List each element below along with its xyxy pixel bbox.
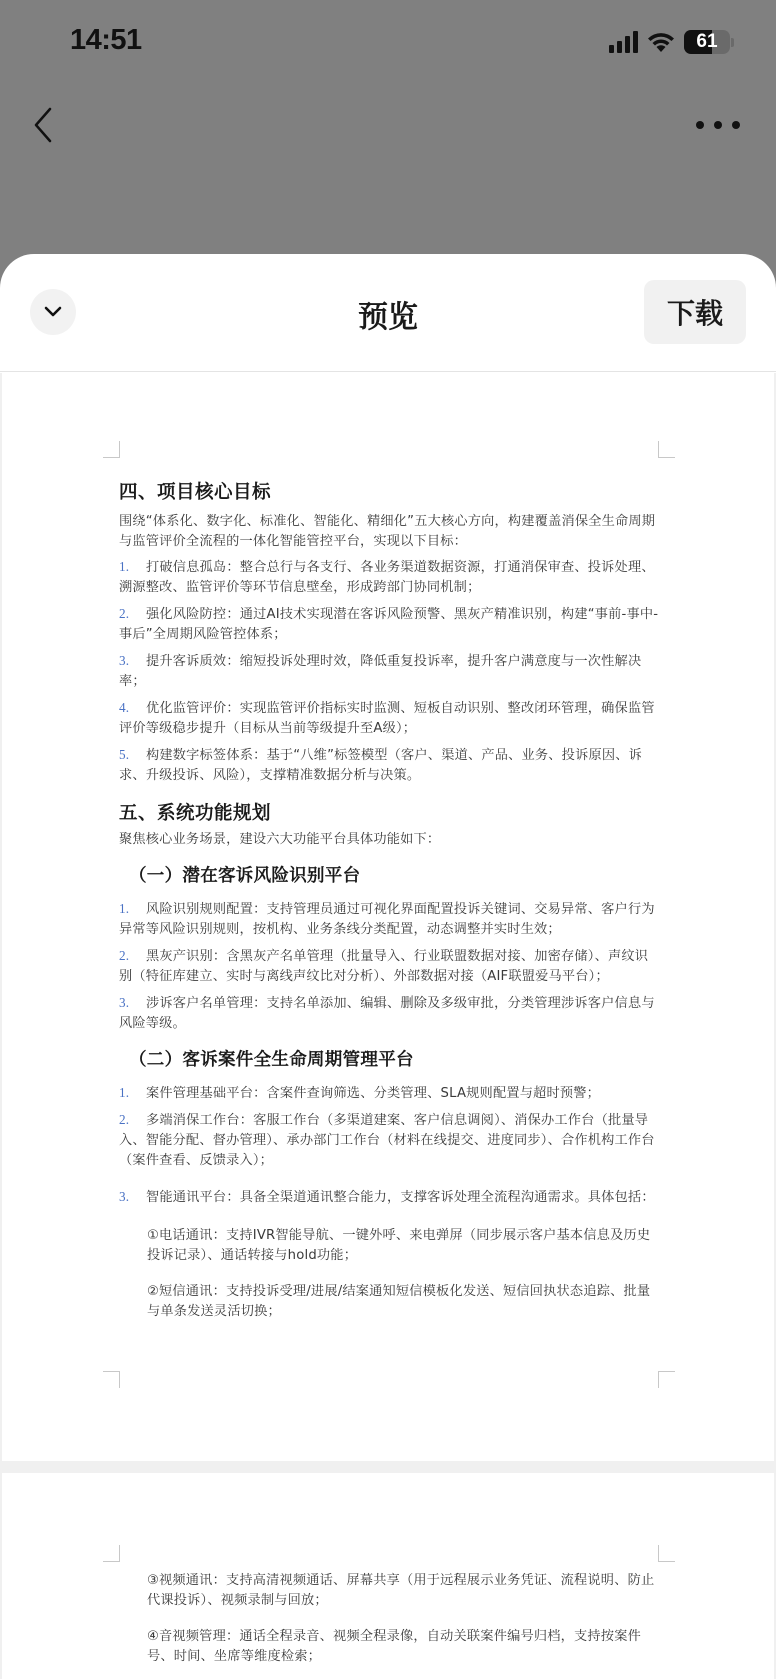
- list-item: 2. 强化风险防控：通过AI技术实现潜在客诉风险预警、黑灰产精准识别，构建“事前-事中-事后”全周期风险管控体系；: [119, 606, 659, 642]
- sub-item: ②短信通讯：支持投诉受理/进展/结案通知短信模板化发送、短信回执状态追踪、批量与单条发送灵活切换；: [147, 1284, 651, 1319]
- download-button[interactable]: 下载: [644, 280, 746, 344]
- document-content: [119, 1571, 659, 1667]
- sub-item: ③视频通讯：支持高清视频通话、屏幕共享（用于远程展示业务凭证、流程说明、防止代课投诉）、视频录制与回放；: [147, 1573, 655, 1608]
- list-item: 3. 涉诉客户名单管理：支持名单添加、编辑、删除及多级审批，分类管理涉诉客户信息与风险等级。: [119, 995, 655, 1031]
- paragraph: 聚焦核心业务场景，建设六大功能平台具体功能如下：: [119, 832, 441, 847]
- page-corner-mark: [658, 1371, 675, 1388]
- status-icons: [609, 30, 734, 54]
- preview-sheet: [0, 254, 776, 1679]
- page-corner-mark: [103, 1371, 120, 1388]
- list-item: 2. 黑灰产识别：含黑灰产名单管理（批量导入、行业联盟数据对接、加密存储）、声纹识别（特征库建立、实时与离线声纹比对分析）、外部数据对接（AIF联盟爱马平台）；: [119, 948, 649, 984]
- list-item: 1. 风险识别规则配置：支持管理员通过可视化界面配置投诉关键词、交易异常、客户行为异常等风险识别规则，按机构、业务条线分类配置，动态调整并实时生效；: [119, 901, 655, 937]
- ellipsis-icon: [696, 121, 704, 129]
- page-corner-mark: [658, 441, 675, 458]
- list-item: 4. 优化监管评价：实现监管评价指标实时监测、短板自动识别、整改闭环管理，确保监管评价等级稳步提升（目标从当前等级提升至A级）；: [119, 700, 655, 736]
- subsection-heading: （一）潜在客诉风险识别平台: [129, 866, 361, 886]
- sub-item: ④音视频管理：通话全程录音、视频全程录像，自动关联案件编号归档，支持按案件号、时间、坐席等维度检索；: [147, 1629, 641, 1664]
- page-corner-mark: [658, 1545, 675, 1562]
- page-corner-mark: [103, 1545, 120, 1562]
- sheet-header: [0, 254, 776, 372]
- section-heading: 五、系统功能规划: [119, 803, 272, 824]
- battery-level: 61: [696, 31, 718, 52]
- list-item: 3. 智能通讯平台：具备全渠道通讯整合能力，支撑客诉处理全流程沟通需求。具体包括：: [119, 1189, 655, 1205]
- status-time: 14:51: [70, 24, 142, 56]
- subsection-heading: （二）客诉案件全生命周期管理平台: [129, 1050, 414, 1070]
- document-page: [2, 1473, 774, 1679]
- nav-bar: [0, 95, 776, 155]
- chevron-left-icon: [28, 101, 64, 149]
- page-corner-mark: [103, 441, 120, 458]
- status-bar: [0, 0, 776, 90]
- section-heading: 四、项目核心目标: [119, 482, 272, 503]
- battery-icon: [684, 30, 730, 54]
- battery-cap: [731, 38, 734, 47]
- sub-item: ①电话通讯：支持IVR智能导航、一键外呼、来电弹屏（同步展示客户基本信息及历史投诉记录）、通话转接与hold功能；: [147, 1228, 651, 1263]
- list-item: 1. 打破信息孤岛：整合总行与各支行、各业务渠道数据资源，打通消保审查、投诉处理、溯源整改、监管评价等环节信息壁垒，形成跨部门协同机制；: [119, 559, 655, 595]
- list-item: 1. 案件管理基础平台：含案件查询筛选、分类管理、SLA规则配置与超时预警；: [119, 1085, 601, 1101]
- document-page: [2, 373, 774, 1461]
- list-item: 2. 多端消保工作台：客服工作台（多渠道建案、客户信息调阅）、消保办工作台（批量导入、智能分配、督办管理）、承办部门工作台（材料在线提交、进度同步）、合作机构工作台（案件查看、反馈录入）；: [119, 1112, 655, 1168]
- document-viewer[interactable]: [0, 373, 776, 1679]
- paragraph: 围绕“体系化、数字化、标准化、智能化、精细化”五大核心方向，构建覆盖消保全生命周期与监管评价全流程的一体化智能管控平台，实现以下目标：: [119, 514, 656, 549]
- more-options-button[interactable]: [696, 113, 740, 137]
- list-item: 5. 构建数字标签体系：基于“八维”标签模型（客户、渠道、产品、业务、投诉原因、诉求、升级投诉、风险），支撑精准数据分析与决策。: [119, 747, 643, 783]
- list-item: 3. 提升客诉质效：缩短投诉处理时效，降低重复投诉率，提升客户满意度与一次性解决率；: [119, 653, 642, 689]
- document-content: [119, 479, 659, 1322]
- wifi-icon: [646, 31, 676, 53]
- sheet-title: 预览: [358, 300, 418, 335]
- cellular-signal-icon: [609, 31, 638, 53]
- back-button[interactable]: [28, 101, 64, 149]
